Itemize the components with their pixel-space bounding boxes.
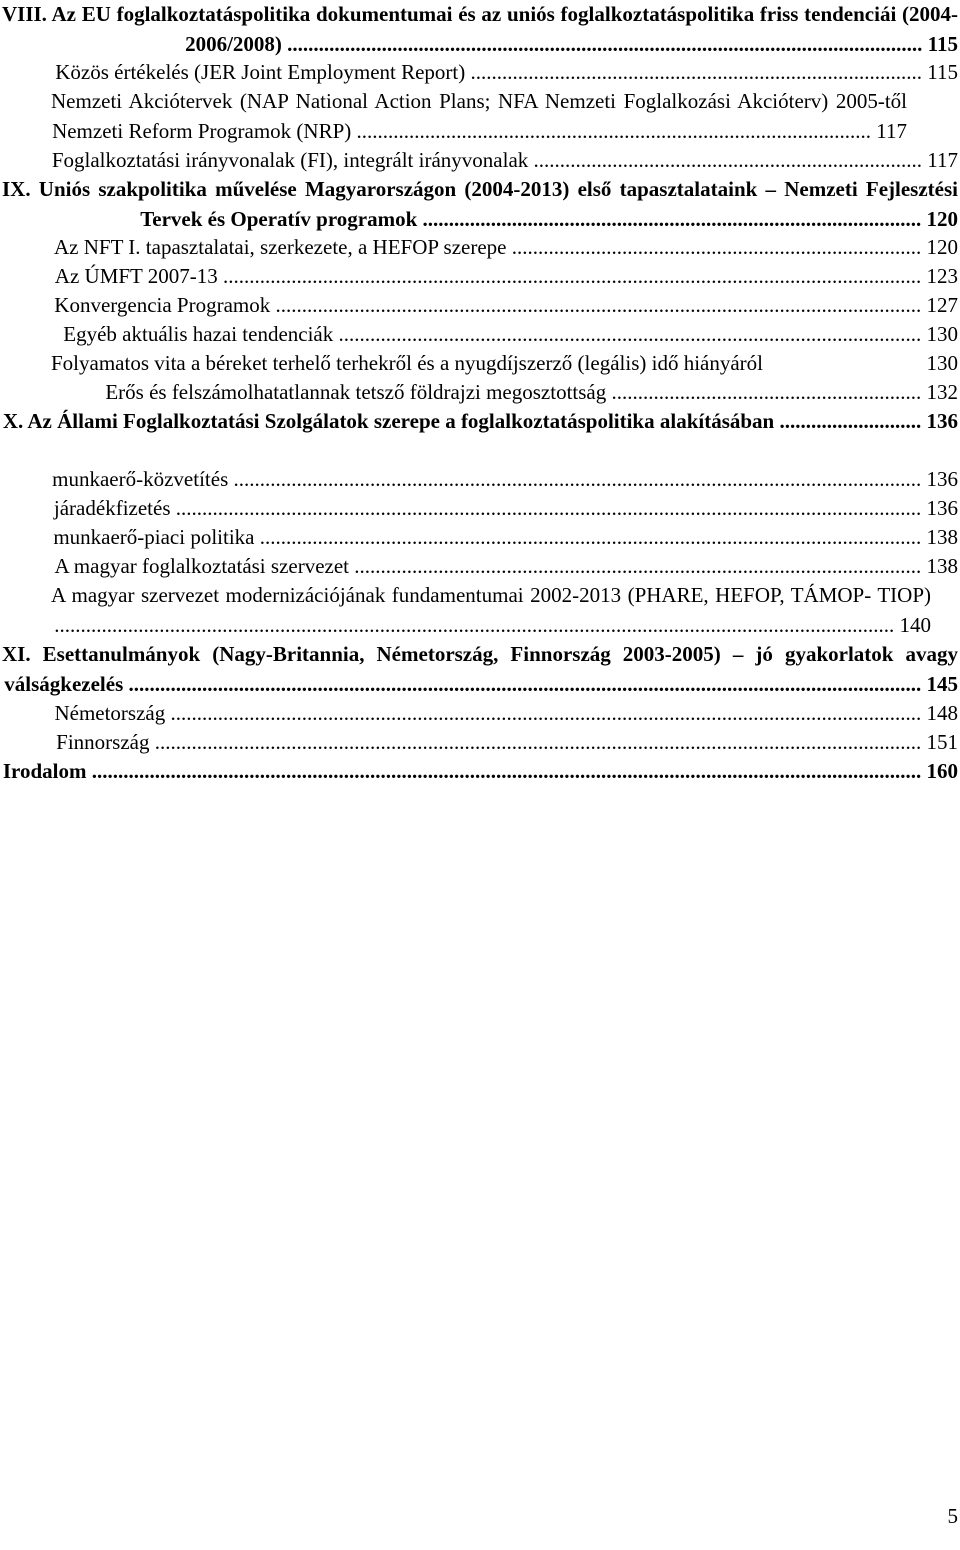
toc-entry-page: 117 <box>876 118 907 143</box>
toc-entry-title: Közös értékelés (JER Joint Employment Report) <box>55 60 466 84</box>
toc-entry-page: 140 <box>899 612 931 637</box>
toc-entry-page: 120 <box>926 206 958 231</box>
toc-entry-page: 117 <box>927 148 958 172</box>
toc-entry-title: Egyéb aktuális hazai tendenciák <box>63 322 334 346</box>
toc-entry <box>51 494 958 524</box>
toc-entry-title: Az NFT I. tapasztalatai, szerkezete, a HEFOP szerepe <box>54 235 507 259</box>
toc-entry <box>51 87 907 146</box>
toc-leader-dots: .............................................................................................................................................................. <box>91 759 922 783</box>
toc-entry-title: munkaerő-piaci politika <box>53 525 255 549</box>
toc-leader-dots: .............................................................................................................................. <box>259 525 922 549</box>
toc-entry <box>51 320 958 350</box>
toc-entry-title: Foglalkoztatási irányvonalak (FI), integrált irányvonalak <box>51 148 529 172</box>
toc-entry-page: 127 <box>926 293 958 317</box>
toc-entry <box>2 0 958 59</box>
toc-entry <box>51 262 958 292</box>
toc-leader-dots: .................................................................................................. <box>356 118 872 143</box>
toc-leader-dots: ........................................................... <box>611 380 922 404</box>
toc-leader-dots: ....................................................................................................................................................... <box>128 671 922 696</box>
toc-entry-title: járadékfizetés <box>53 496 171 520</box>
toc-entry <box>51 523 958 553</box>
toc-entry-page: 115 <box>927 60 958 84</box>
toc-leader-dots: ........................... <box>779 409 922 433</box>
toc-entry-page: 145 <box>926 671 958 696</box>
toc-entry <box>55 378 958 408</box>
toc-entry-title: A magyar foglalkoztatási szervezet <box>54 554 349 578</box>
toc-entry-page: 120 <box>926 235 958 259</box>
toc-entry <box>2 757 958 787</box>
toc-entry <box>2 175 958 234</box>
toc-entry-page: 151 <box>926 730 958 754</box>
toc-entry-page: 136 <box>926 496 958 520</box>
toc-entry-title: XI. Esettanulmányok (Nagy-Britannia, Németország, Finnország 2003-2005) – jó gyakorlatok avagy válságkezelés <box>2 642 958 696</box>
toc-entry-page: 160 <box>926 759 958 783</box>
toc-entry <box>51 699 958 729</box>
toc-entry <box>51 291 958 321</box>
toc-entry-page: 132 <box>926 380 958 404</box>
toc-entry-title: Konvergencia Programok <box>54 293 271 317</box>
toc-entry-title: X. Az Állami Foglalkoztatási Szolgálatok szerepe a foglalkoztatáspolitika alakításában <box>2 409 775 433</box>
toc-entry-page: 136 <box>926 409 958 433</box>
toc-leader-dots: ................................................................................................................................................................ <box>54 612 895 637</box>
toc-entry-page: 130 <box>926 351 958 375</box>
toc-entry <box>51 233 958 263</box>
toc-leader-dots: ............................................................................................................................................... <box>170 701 922 725</box>
toc-entry-page: 136 <box>926 467 958 491</box>
toc-entry <box>51 728 958 758</box>
toc-entry-title: VIII. Az EU foglalkoztatáspolitika dokumentumai és az uniós foglalkoztatáspolitika friss tendenciái (2004-2006/2008) <box>2 2 958 56</box>
toc-entry <box>2 640 958 699</box>
toc-entry-page: 138 <box>926 525 958 549</box>
toc-entry <box>51 349 958 379</box>
toc-entry <box>51 581 931 640</box>
toc-leader-dots: .................................................................................................................................................. <box>154 730 922 754</box>
toc-entry-page: 138 <box>926 554 958 578</box>
toc-entry-page: 115 <box>927 31 958 56</box>
toc-leader-dots: .............................................................................................................................................. <box>175 496 922 520</box>
toc-leader-dots: .............................................................................. <box>511 235 922 259</box>
toc-entry-title: Erős és felszámolhatatlannak tetsző földrajzi megosztottság <box>105 380 607 404</box>
toc-entry-page: 148 <box>926 701 958 725</box>
toc-leader-dots: ......................................................................................................................... <box>287 31 923 56</box>
toc-entry-title: Németország <box>54 701 166 725</box>
toc-leader-dots: ................................................................................................................................... <box>233 467 922 491</box>
toc-entry <box>2 407 958 437</box>
toc-leader-dots: .......................................................................... <box>533 148 923 172</box>
toc-entry-page: 130 <box>926 322 958 346</box>
toc-entry <box>51 465 958 495</box>
toc-entry <box>51 552 958 582</box>
toc-entry-title: IX. Uniós szakpolitika művelése Magyarországon (2004-2013) első tapasztalataink – Nemzeti Fejlesztési Tervek és Operatív programok <box>2 177 958 231</box>
toc-entry-title: Nemzeti Akciótervek (NAP National Action Plans; NFA Nemzeti Foglalkozási Akcióterv) 2005-től Nemzeti Reform Programok (NRP) <box>51 89 907 143</box>
toc-leader-dots: ............................................................................................... <box>422 206 922 231</box>
toc-entry-title: Az ÚMFT 2007-13 <box>54 264 218 288</box>
toc-entry-title: Folyamatos vita a béreket terhelő terhekről és a nyugdíjszerző (legális) idő hiányáról <box>51 351 764 375</box>
page-number: 5 <box>947 1504 958 1528</box>
toc-leader-dots: ..................................................................................................................................... <box>223 264 922 288</box>
toc-entry-title: munkaerő-közvetítés <box>52 467 229 491</box>
toc-leader-dots: ............................................................................................................... <box>338 322 922 346</box>
toc-leader-dots: ...................................................................................... <box>470 60 923 84</box>
toc-entry <box>51 146 958 176</box>
toc-entry-title: Finnország <box>56 730 150 754</box>
toc-entry <box>51 58 958 88</box>
toc-entry-title: Irodalom <box>2 759 87 783</box>
toc-entry-title: A magyar szervezet modernizációjának fundamentumai 2002-2013 (PHARE, HEFOP, TÁMOP- TIOP) <box>51 583 931 607</box>
toc-leader-dots: ........................................................................................................................... <box>275 293 922 317</box>
toc-entry-page: 123 <box>926 264 958 288</box>
toc-leader-dots: ............................................................................................................ <box>354 554 922 578</box>
